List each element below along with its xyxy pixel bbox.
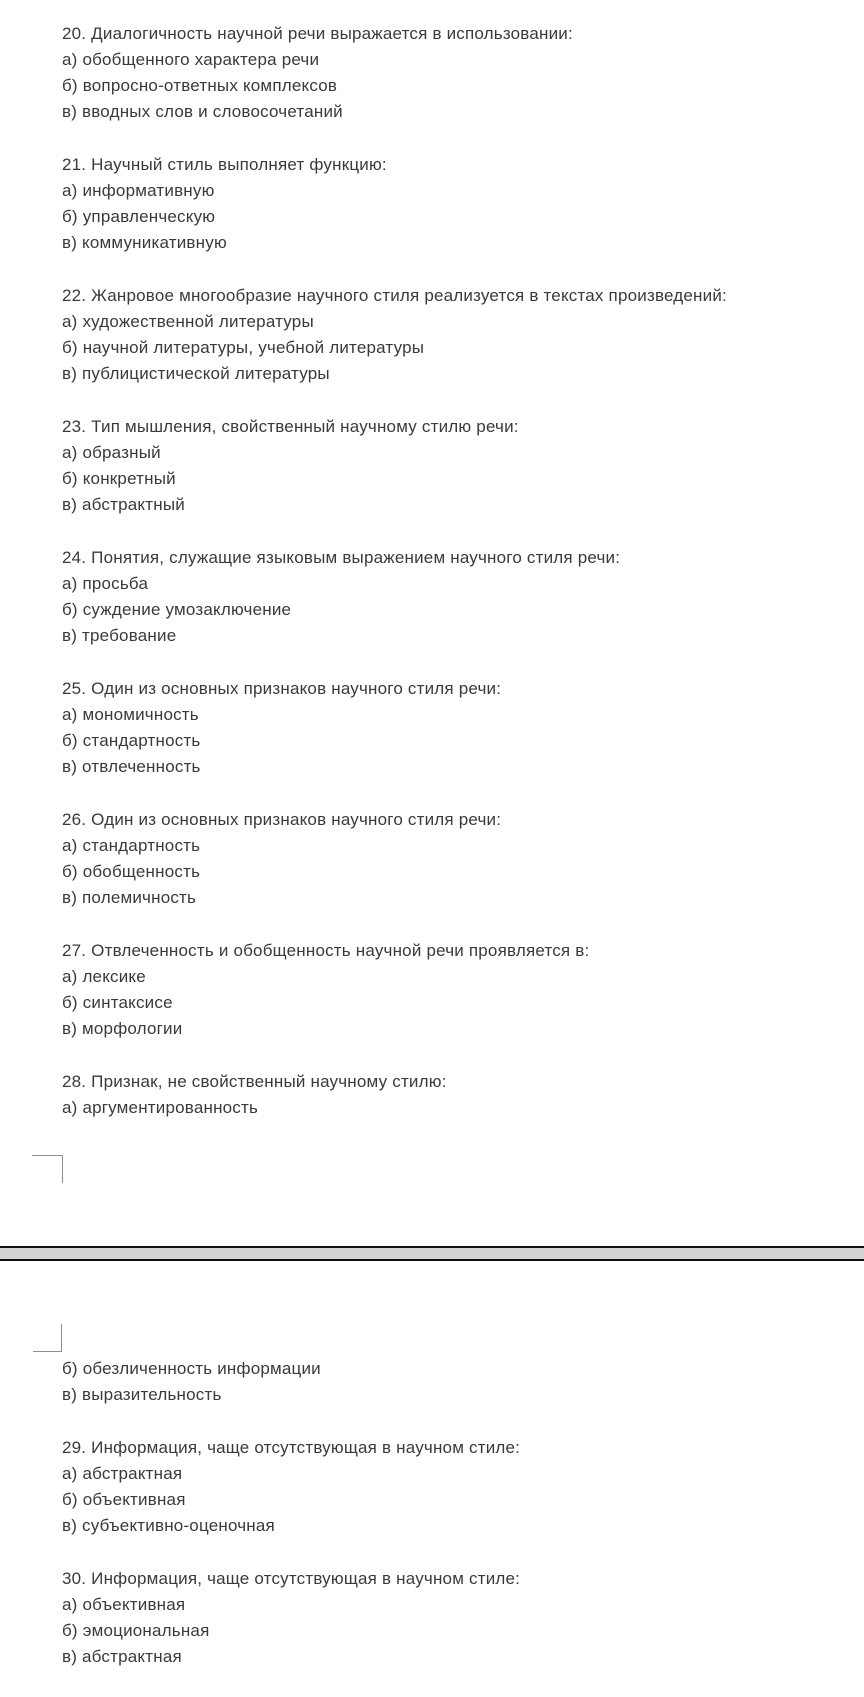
question-text: 27. Отвлеченность и обобщенность научной речи проявляется в: xyxy=(62,941,590,960)
answer-option: а) лексике xyxy=(62,967,146,986)
question-block-20 xyxy=(62,21,727,125)
answer-option: б) обезличенность информации xyxy=(62,1359,321,1378)
question-block-29 xyxy=(62,1435,520,1539)
question-text: 26. Один из основных признаков научного стиля речи: xyxy=(62,810,502,829)
text-boundary-mark-icon xyxy=(32,1155,63,1183)
answer-option: в) коммуникативную xyxy=(62,233,227,252)
page-break-divider xyxy=(0,1246,864,1261)
question-text: 30. Информация, чаще отсутствующая в научном стиле: xyxy=(62,1569,521,1588)
answer-option: а) просьба xyxy=(62,574,149,593)
question-text: 29. Информация, чаще отсутствующая в научном стиле: xyxy=(62,1438,521,1457)
question-text: 28. Признак, не свойственный научному стилю: xyxy=(62,1072,447,1091)
answer-option: а) аргументированность xyxy=(62,1098,259,1117)
answer-option: б) суждение умозаключение xyxy=(62,600,292,619)
question-text: 22. Жанровое многообразие научного стиля реализуется в текстах произведений: xyxy=(62,286,727,305)
answer-option: а) художественной литературы xyxy=(62,312,314,331)
answer-option: б) конкретный xyxy=(62,469,176,488)
answer-option: а) образный xyxy=(62,443,161,462)
answer-option: а) мономичность xyxy=(62,705,199,724)
answer-option: в) абстрактный xyxy=(62,495,185,514)
answer-option: а) объективная xyxy=(62,1595,186,1614)
answer-option: а) абстрактная xyxy=(62,1464,183,1483)
answer-option: б) научной литературы, учебной литературы xyxy=(62,338,425,357)
question-block-26 xyxy=(62,807,727,911)
question-block-27 xyxy=(62,938,727,1042)
answer-option: б) эмоциональная xyxy=(62,1621,210,1640)
question-text: 23. Тип мышления, свойственный научному стилю речи: xyxy=(62,417,519,436)
answer-option: б) синтаксисе xyxy=(62,993,173,1012)
answer-option: в) вводных слов и словосочетаний xyxy=(62,102,343,121)
document-page-1 xyxy=(62,21,727,1148)
question-text: 21. Научный стиль выполняет функцию: xyxy=(62,155,387,174)
question-block-22 xyxy=(62,283,727,387)
document-page-2 xyxy=(62,1356,520,1697)
answer-option: в) отвлеченность xyxy=(62,757,201,776)
answer-option: а) обобщенного характера речи xyxy=(62,50,320,69)
answer-option: б) обобщенность xyxy=(62,862,201,881)
answer-option: б) вопросно-ответных комплексов xyxy=(62,76,338,95)
question-block-28 xyxy=(62,1069,727,1121)
question-block-28-continued xyxy=(62,1356,520,1408)
question-block-25 xyxy=(62,676,727,780)
question-text: 25. Один из основных признаков научного стиля речи: xyxy=(62,679,502,698)
question-block-21 xyxy=(62,152,727,256)
answer-option: в) требование xyxy=(62,626,177,645)
answer-option: в) полемичность xyxy=(62,888,197,907)
question-text: 24. Понятия, служащие языковым выражением научного стиля речи: xyxy=(62,548,621,567)
answer-option: в) выразительность xyxy=(62,1385,222,1404)
answer-option: б) управленческую xyxy=(62,207,216,226)
answer-option: в) абстрактная xyxy=(62,1647,182,1666)
answer-option: а) стандартность xyxy=(62,836,201,855)
question-text: 20. Диалогичность научной речи выражается в использовании: xyxy=(62,24,573,43)
answer-option: в) публицистической литературы xyxy=(62,364,330,383)
question-block-30 xyxy=(62,1566,520,1670)
answer-option: б) объективная xyxy=(62,1490,186,1509)
answer-option: а) информативную xyxy=(62,181,215,200)
question-block-23 xyxy=(62,414,727,518)
answer-option: б) стандартность xyxy=(62,731,201,750)
answer-option: в) субъективно-оценочная xyxy=(62,1516,275,1535)
answer-option: в) морфологии xyxy=(62,1019,183,1038)
text-boundary-mark-icon xyxy=(33,1324,62,1352)
question-block-24 xyxy=(62,545,727,649)
